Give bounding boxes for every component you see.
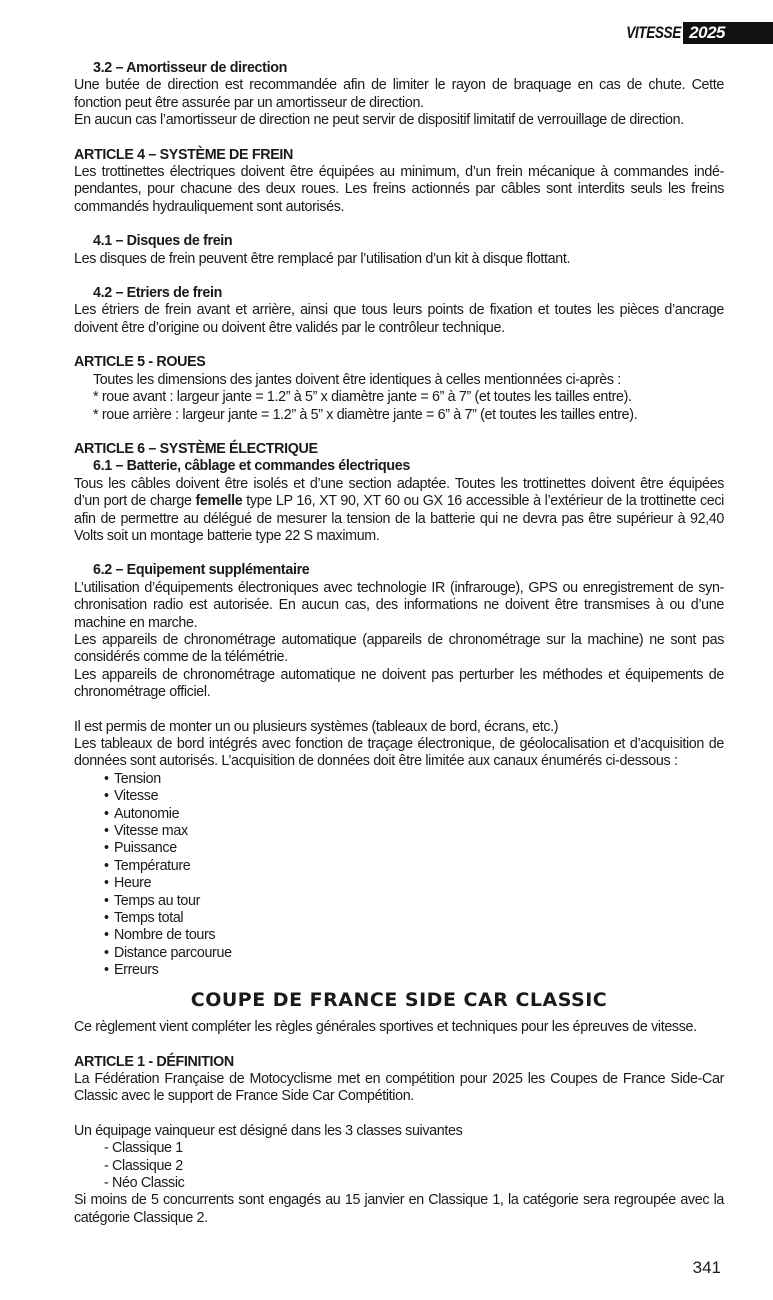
intro-paragraph: Ce règlement vient compléter les règles générales sportives et techniques pour les épreuves de vitesse.: [74, 1019, 697, 1036]
list-item: • Vitesse max: [104, 823, 724, 840]
section-4-1-heading: 4.1 – Disques de frein: [93, 233, 233, 250]
article-1-paragraph-2: Un équipage vainqueur est désigné dans les 3 classes suivantes: [74, 1122, 463, 1139]
section-6-1-text-a: Tous les câbles doivent être isolés et d’une section adaptée. Toutes les trottinettes doivent être équipées d’un port de charge: [74, 475, 724, 510]
list-item: • Puissance: [104, 840, 724, 857]
section-6-2-paragraph-4: Il est permis de monter un ou plusieurs systèmes (tableaux de bord, écrans, etc.): [74, 718, 559, 735]
page-number: 341: [692, 1258, 721, 1277]
article-4-heading: ARTICLE 4 – SYSTÈME DE FREIN: [74, 146, 293, 163]
article-4-paragraph: Les trottinettes électriques doivent être équipées au minimum, d’un frein mécanique à commandes indé-pendantes, pour chacune des deux roues. Les freins actionnés par câbles sont interdits seuls les freins commandés hydrauliquement sont autorisés.: [74, 164, 724, 215]
header-section-name: VITESSE: [626, 23, 681, 42]
list-item: • Distance parcourue: [104, 945, 724, 962]
section-6-1-paragraph: [74, 476, 724, 546]
list-item: • Erreurs: [104, 962, 724, 979]
list-item: • Temps au tour: [104, 893, 724, 910]
section-6-2-paragraph-2: Les appareils de chronométrage automatique (appareils de chronométrage sur la machine) ne sont pas considérés comme de la télémétrie.: [74, 631, 724, 666]
section-6-1-text-c: type LP 16, XT 90, XT 60 ou GX 16 accessible à l’extérieur de la trottinette ceci afin de permettre au délégué de mesurer la tension de la batterie qui ne devra pas être supérieur à 92,40 Volts soit un montage batterie type 22 S maximum.: [74, 493, 724, 544]
list-item: • Température: [104, 858, 724, 875]
article-1-paragraph-1: La Fédération Française de Motocyclisme met en compétition pour 2025 les Coupes de France Side-Car Classic avec le support de France Side Car Compétition.: [74, 1070, 724, 1105]
header-year-tab: 2025: [683, 22, 773, 44]
list-item: - Classique 2: [104, 1157, 183, 1174]
list-item: - Classique 1: [104, 1140, 183, 1157]
article-5-front-wheel: * roue avant : largeur jante = 1.2” à 5” x diamètre jante = 6” à 7” (et toutes les tailles entre).: [93, 389, 632, 406]
section-3-2-paragraph-1: Une butée de direction est recommandée afin de limiter le rayon de braquage en cas de chute. Cette fonction peut être assurée par un amortisseur de direction.: [74, 77, 724, 111]
section-6-2-paragraph-3: Les appareils de chronométrage automatique ne doivent pas perturber les méthodes et équipements de chronométrage officiel.: [74, 666, 724, 701]
coupe-de-france-title: COUPE DE FRANCE SIDE CAR CLASSIC: [190, 988, 608, 1011]
section-4-2-paragraph: Les étriers de frein avant et arrière, ainsi que tous leurs points de fixation et toutes les pièces d’ancrage doivent être d’origine ou doivent être validés par le contrôleur technique.: [74, 302, 724, 336]
section-6-2-paragraph-5: Les tableaux de bord intégrés avec fonction de traçage électronique, de géolocalisation et d’acquisition de données sont autorisés. L’acquisition de données doit être limitée aux canaux énumérés ci-dessous :: [74, 736, 724, 770]
list-item: • Temps total: [104, 910, 724, 927]
article-5-heading: ARTICLE 5 - ROUES: [74, 354, 206, 371]
section-3-2-heading: 3.2 – Amortisseur de direction: [93, 60, 287, 76]
section-4-1-paragraph: Les disques de frein peuvent être remplacé par l’utilisation d’un kit à disque flottant.: [74, 250, 571, 267]
section-6-2-paragraph-1: L’utilisation d’équipements électroniques avec technologie IR (infrarouge), GPS ou enregistrement de syn-chronisation radio est autorisée. En aucun cas, des informations ne doivent être transmises à ou d’une machine en marche.: [74, 579, 724, 631]
data-channel-list: [74, 771, 724, 980]
section-6-1-bold-word: femelle: [195, 493, 243, 510]
list-item: • Nombre de tours: [104, 927, 724, 944]
list-item: • Vitesse: [104, 788, 724, 805]
running-header: [612, 22, 773, 44]
article-1-heading: ARTICLE 1 - DÉFINITION: [74, 1053, 234, 1070]
class-list: [74, 1140, 724, 1192]
section-3-2-paragraph-2: En aucun cas l’amortisseur de direction ne peut servir de dispositif limitatif de verrouillage de direction.: [74, 112, 684, 129]
section-6-1-heading: 6.1 – Batterie, câblage et commandes électriques: [93, 458, 410, 475]
article-5-rear-wheel: * roue arrière : largeur jante = 1.2” à 5” x diamètre jante = 6” à 7” (et toutes les tailles entre).: [93, 406, 638, 423]
section-4-2-heading: 4.2 – Etriers de frein: [93, 285, 222, 302]
list-item: • Autonomie: [104, 806, 724, 823]
article-6-heading: ARTICLE 6 – SYSTÈME ÉLECTRIQUE: [74, 440, 318, 457]
section-6-2-heading: 6.2 – Equipement supplémentaire: [93, 562, 310, 579]
list-item: • Heure: [104, 875, 724, 892]
page-body: [74, 60, 724, 1227]
list-item: - Néo Classic: [104, 1174, 185, 1191]
article-1-paragraph-3: Si moins de 5 concurrents sont engagés au 15 janvier en Classique 1, la catégorie sera regroupée avec la catégorie Classique 2.: [74, 1192, 724, 1226]
article-5-paragraph: Toutes les dimensions des jantes doivent être identiques à celles mentionnées ci-après :: [93, 371, 621, 388]
list-item: • Tension: [104, 771, 724, 788]
